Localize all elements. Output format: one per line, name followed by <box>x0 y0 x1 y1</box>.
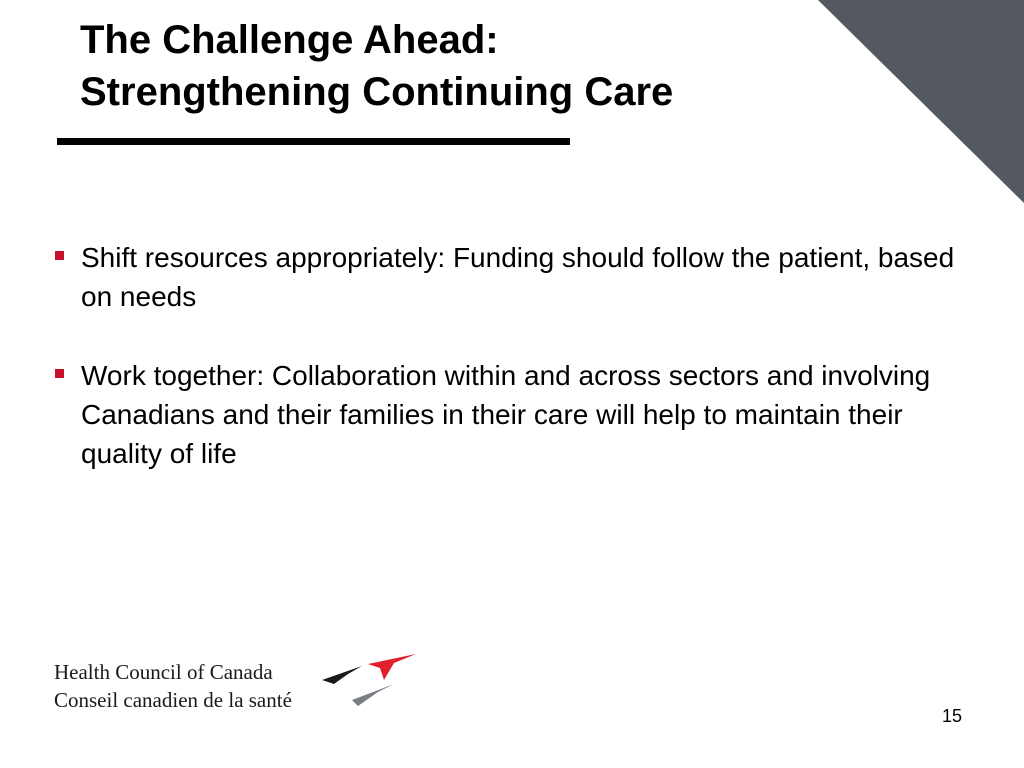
bullet-text: Work together: Collaboration within and across sectors and involving Canadians and their families in their care will help to maintain their quality of life <box>81 360 931 469</box>
square-bullet-icon <box>55 369 64 378</box>
bullet-text: Shift resources appropriately: Funding should follow the patient, based on needs <box>81 242 955 312</box>
bullet-list <box>50 238 990 513</box>
organization-logo <box>54 658 434 718</box>
logo-name-french: Conseil canadien de la santé <box>54 688 292 712</box>
birds-logo-icon <box>322 654 422 712</box>
title-line-2: Strengthening Continuing Care <box>80 70 674 114</box>
logo-name-english: Health Council of Canada <box>54 660 273 684</box>
title-line-1: The Challenge Ahead: <box>80 18 499 62</box>
logo-text <box>54 658 292 714</box>
title-underline <box>57 138 570 145</box>
slide-title <box>80 14 673 118</box>
bullet-item <box>50 356 990 473</box>
bullet-item <box>50 238 990 316</box>
square-bullet-icon <box>55 251 64 260</box>
page-number: 15 <box>941 706 962 726</box>
